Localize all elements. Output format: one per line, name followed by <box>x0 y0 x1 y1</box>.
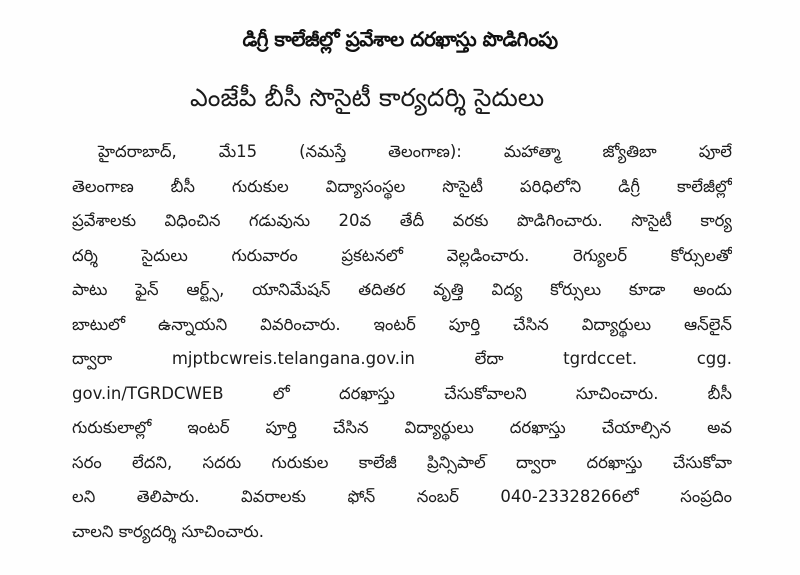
body-line: హైదరాబాద్, మే15 (నమస్తే తెలంగాణ): మహాత్మా జ్యోతిబా పూలే <box>98 142 732 161</box>
body-line: gov.in/TGRDCWEB లో దరఖాస్తు చేసుకోవాలని సూచించారు. బీసీ <box>72 383 732 403</box>
body-line: దర్శి సైదులు గురువారం ప్రకటనలో వెల్లడించారు. రెగ్యులర్ కోర్సులతో <box>72 245 732 265</box>
headline: డిగ్రీ కాలేజీల్లో ప్రవేశాల దరఖాస్తు పొడిగింపు <box>242 27 558 51</box>
body-line: ద్వారా mjptbcwreis.telangana.gov.in లేదా tgrdccet. cgg. <box>72 349 732 368</box>
body-line: గురుకులాల్లో ఇంటర్ పూర్తి చేసిన విద్యార్థులు దరఖాస్తు చేయాల్సిన అవ <box>72 418 732 437</box>
body-line: సరం లేదని, సదరు గురుకుల కాలేజీ ప్రిన్సిపాల్ ద్వారా దరఖాస్తు చేసుకోవా <box>72 452 732 472</box>
body-line: చాలని కార్యదర్శి సూచించారు. <box>72 521 265 541</box>
body-line: పాటు ఫైన్ ఆర్ట్స్, యానిమేషన్ తదితర వృత్తి విద్య కోర్సులు కూడా అందు <box>72 280 732 299</box>
body-line: ప్రవేశాలకు విధించిన గడువును 20వ తేదీ వరకు పొడిగించారు. సొసైటీ కార్య <box>72 211 732 230</box>
body-line: తెలంగాణ బీసీ గురుకుల విద్యాసంస్థల సొసైటీ పరిధిలోని డిగ్రీ కాలేజీల్లో <box>72 176 732 196</box>
body-line: లని తెలిపారు. వివరాలకు ఫోన్ నంబర్ 040-23328266లో సంప్రదిం <box>72 487 732 506</box>
body-line: బాటులో ఉన్నాయని వివరించారు. ఇంటర్ పూర్తి చేసిన విద్యార్థులు ఆన్‌లైన్ <box>72 314 732 334</box>
subheadline: ఎంజేపీ బీసీ సొసైటీ కార్యదర్శి సైదులు <box>190 83 545 112</box>
article-body <box>72 135 732 549</box>
